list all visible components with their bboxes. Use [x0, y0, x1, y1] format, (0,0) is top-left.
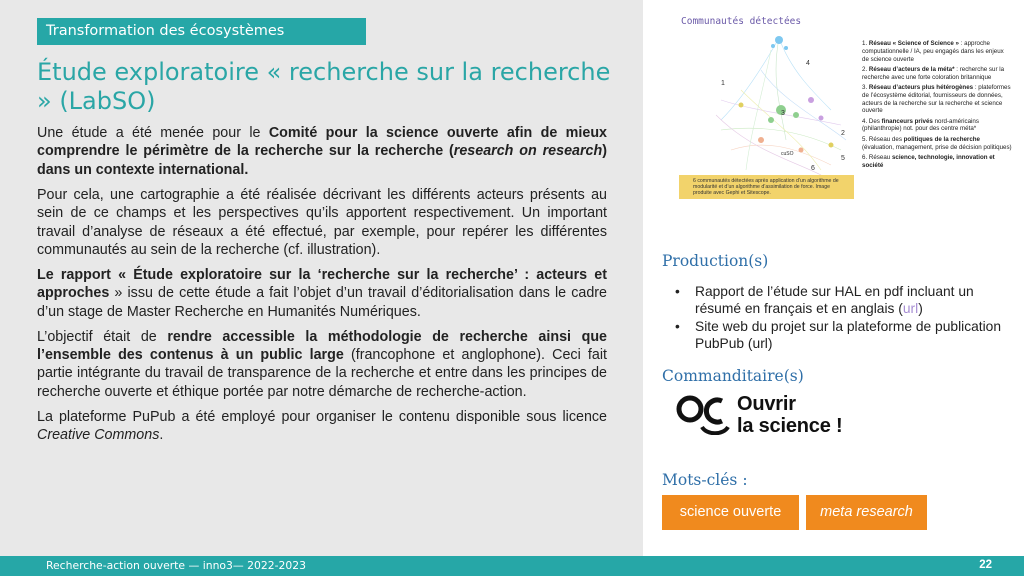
- paragraph-intro: Une étude a été menée pour le Comité pour la science ouverte afin de mieux comprendre le périmètre de la recherche sur la recherche (research on research) dans un contexte international.: [37, 125, 607, 178]
- node-label-4: 4: [806, 60, 810, 67]
- commanditaire-heading: Commanditaire(s): [662, 367, 804, 385]
- community-network-figure: [673, 12, 1013, 202]
- network-graph-image: [701, 30, 856, 185]
- keyword-chip-science-ouverte[interactable]: science ouverte: [662, 495, 799, 530]
- logo-text-line1: Ouvrir: [737, 393, 796, 415]
- node-label-cuso: cuSO: [781, 151, 794, 157]
- report-url-link[interactable]: url: [902, 301, 919, 316]
- figure-legend: [862, 40, 1012, 172]
- legend-item: 2. Réseau d’acteurs de la méta* : recherche sur la recherche avec une forte coloration britannique: [862, 65, 1005, 81]
- node-label-6: 6: [811, 165, 815, 172]
- paragraph-report: Le rapport « Étude exploratoire sur la ‘recherche sur la recherche’ : acteurs et approches » issu de cette étude a fait l’objet d’un travail d’éditorialisation dans le cadre d’un stage de Master Recherche en Humanités Numériques.: [37, 266, 607, 320]
- ouvrir-la-science-logo: [676, 391, 856, 441]
- os-logo-icon: [676, 391, 734, 435]
- paragraph-cartography: Pour cela, une cartographie a été réalisée décrivant les différents acteurs présents au sein de ce champs et les perspectives qu’ils apportent respectivement. Un important travail d’analyse de réseaux a été effectué, par exemple, pour repérer les différentes communautés au sein de la recherche (cf. illustration).: [37, 186, 607, 258]
- node-label-1: 1: [721, 80, 725, 87]
- paragraph-platform: La plateforme PuPub a été employé pour organiser le contenu disponible sous licence Creative Commons.: [37, 408, 607, 444]
- list-item: • Rapport de l’étude sur HAL en pdf incluant un résumé en français et en anglais (url): [675, 283, 1010, 317]
- node-label-5: 5: [841, 155, 845, 162]
- node-label-2: 2: [841, 130, 845, 137]
- keywords-heading: Mots-clés :: [662, 471, 748, 489]
- figure-caption: 6 communautés détectées après application d’un algorithme de modularité et d’un algorithme d’assimilation de force. Image produite avec Gephi et Sitescope.: [679, 175, 854, 199]
- production-heading: Production(s): [662, 252, 769, 270]
- legend-item: 4. Des financeurs privés nord-américains (philanthropie) not. pour des centre méta*: [862, 117, 979, 133]
- paragraph-objective: L’objectif était de rendre accessible la méthodologie de recherche ainsi que l’ensemble des contenus à un public large (francophone et anglophone). Ceci fait partie intégrante du travail de transparence de la recherche et entre dans les principes de recherche ouverte et éthique portée par notre démarche de recherche-action.: [37, 328, 607, 400]
- legend-item: 1. Réseau « Science of Science » : approche computationnelle / IA, peu engagés dans les enjeux de science ouverte: [862, 40, 1004, 63]
- legend-item: 6. Réseau science, technologie, innovation et société: [862, 153, 995, 169]
- footer-text: Recherche-action ouverte — inno3— 2022-2023: [46, 559, 306, 572]
- list-item: • Site web du projet sur la plateforme de publication PubPub (url): [675, 318, 1010, 352]
- legend-item: 5. Réseau des politiques de la recherche (évaluation, management, prise de décision politiques): [862, 135, 1012, 151]
- body-text: [37, 124, 607, 451]
- figure-title: Communautés détectées: [681, 16, 802, 27]
- production-list: [675, 283, 1010, 353]
- category-tag: Transformation des écosystèmes: [37, 18, 366, 45]
- slide-title: Étude exploratoire « recherche sur la recherche » (LabSO): [37, 58, 611, 115]
- page-number: 22: [979, 559, 992, 571]
- node-label-3: 3: [781, 110, 785, 117]
- keyword-chip-meta-research[interactable]: meta research: [806, 495, 927, 530]
- footer-bar: [0, 556, 1024, 576]
- legend-item: 3. Réseau d’acteurs plus hétérogènes : plateformes de l’écosystème éditorial, fournisseurs de données, acteurs de la recherche sur la recherche et science ouverte: [862, 83, 1011, 115]
- logo-text-line2: la science !: [737, 415, 843, 437]
